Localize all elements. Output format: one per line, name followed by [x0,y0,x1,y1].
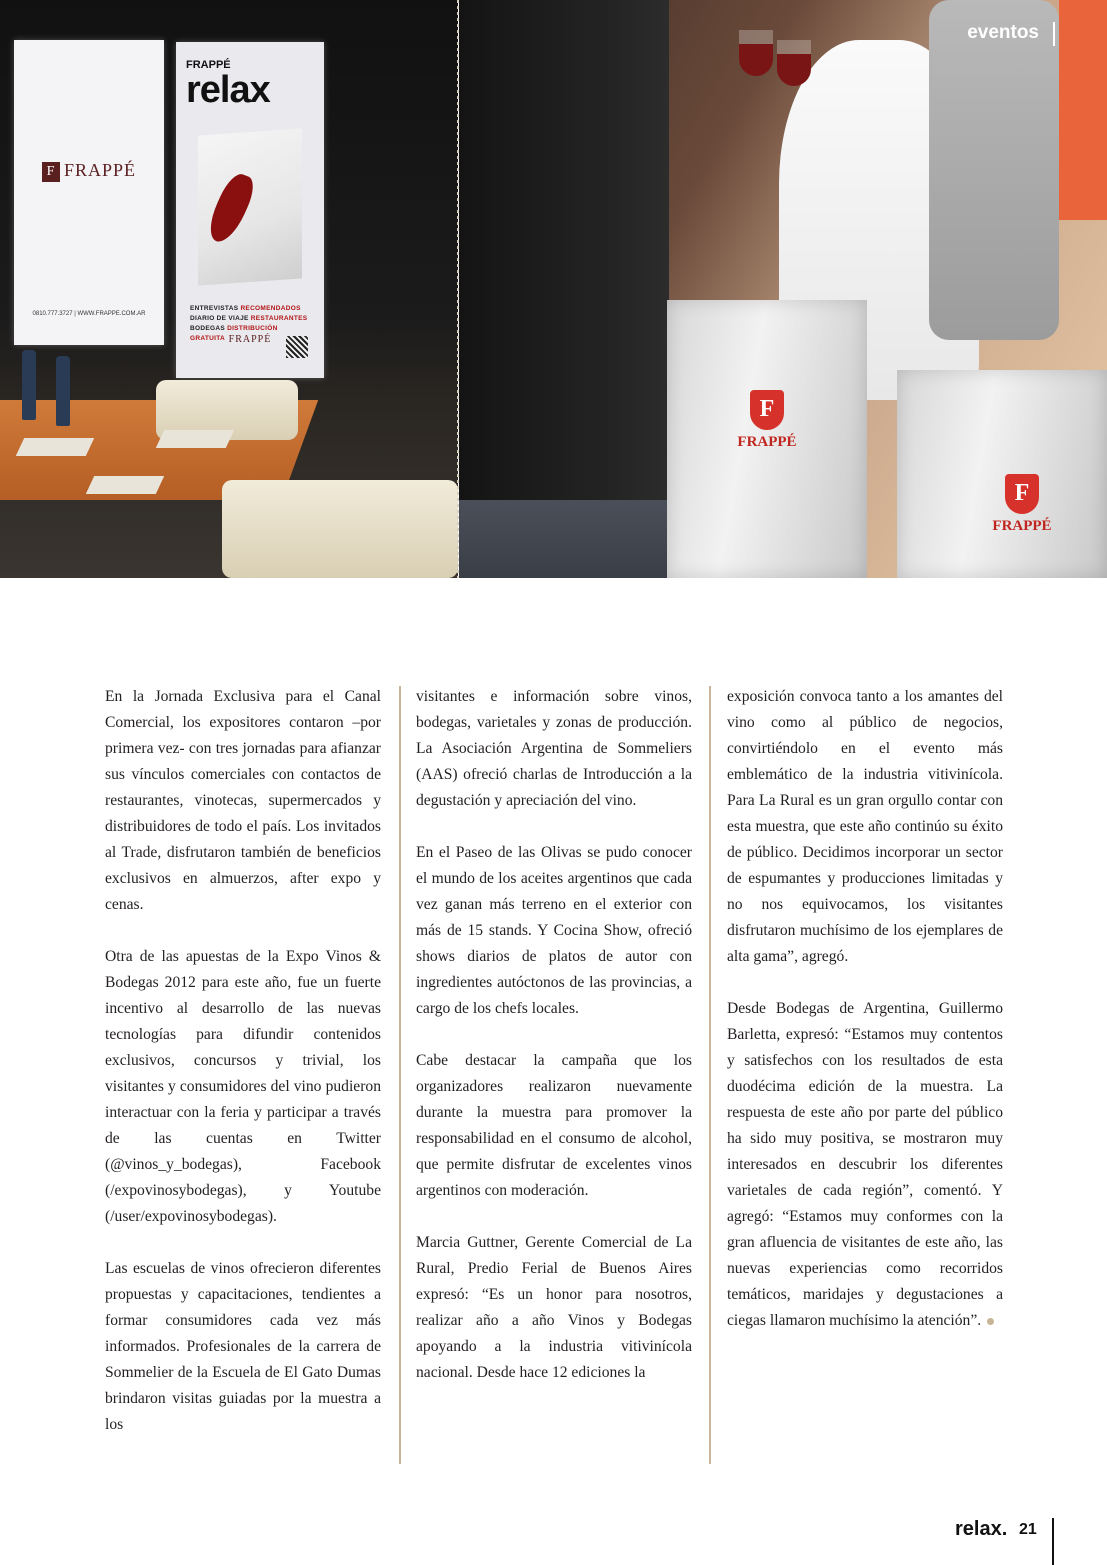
relax-logo: FRAPPÉ relax [186,59,270,111]
column-divider [709,686,711,1464]
magazine-cover-image [198,128,302,285]
background-visitor [1059,0,1107,220]
magazine-stack [86,476,164,494]
footer-divider [1052,1518,1054,1565]
article-column-3 [727,684,1003,1360]
paragraph: En la Jornada Exclusiva para el Canal Comercial, los expositores contaron –por primera vez- con tres jornadas para afianzar sus vínculos comerciales con contactos de restaurantes, vinotecas, supermercados y distribuidores de todo el país. Los invitados al Trade, disfrutaron también de beneficios exclusivos en almuerzos, after expo y cenas. [105,688,381,913]
banner-url: 0810.777.3727 | WWW.FRAPPE.COM.AR [32,311,146,317]
paragraph: En el Paseo de las Olivas se pudo conocer el mundo de los aceites argentinos que cada vez ganan más terreno en el exterior con más de 15 stands. Y Cocina Show, ofreció shows diarios de platos de autor con ingredientes autóctonos de las provincias, a cargo de los chefs locales. [416,844,692,1017]
photo-divider [457,0,459,578]
banner-footer-logo: FRAPPÉ [228,334,272,345]
frappe-logo: F FRAPPÉ [14,160,164,182]
stand-photo [0,0,458,578]
section-tag-divider [1053,22,1055,46]
visitors-photo [459,0,1107,578]
paragraph-text: Desde Bodegas de Argentina, Guillermo Barletta, expresó: “Estamos muy contentos y satisfechos con los resultados de esta duodécima edición de la muestra. La respuesta de este año por parte del público ha sido muy positiva, se mostraron muy interesados en descubrir los diferentes varietales de cada región”, comentó. Y agregó: “Estamos muy conformes con la gran afluencia de visitantes de este año, las nuevas experiencias como recorridos temáticos, maridajes y degustaciones a ciegas llamaron muchísimo la atención”. [727,1000,1003,1329]
article-column-2 [416,684,692,1412]
frappe-mark-icon: F [42,162,60,182]
magazine-name: relax. [955,1518,1008,1540]
banner-feature-line: ENTREVISTAS RECOMENDADOS [190,305,301,312]
magazine-stack [16,438,94,456]
shopping-bag [897,370,1107,578]
wine-glass-icon [739,30,773,76]
wine-bottle-icon [56,356,70,426]
section-tag: eventos [967,22,1039,43]
column-divider [399,686,401,1464]
paragraph: exposición convoca tanto a los amantes del vino como al público de negocios, convirtiéndolo en el evento más emblemático de la industria vitivinícola. Para La Rural es un gran orgullo contar con esta muestra, que este año continúo su éxito de público. Decidimos incorporar un sector de espumantes y producciones limitadas y no nos equivocamos, los visitantes disfrutaron muchísimo de los ejemplares de alta gama”, agregó. [727,688,1003,965]
paragraph: Marcia Guttner, Gerente Comercial de La Rural, Predio Ferial de Buenos Aires expresó: “Es un honor para nosotros, realizar año a año Vinos y Bodegas apoyando a la industria vitivinícola nacional. Desde hace 12 ediciones la [416,1234,692,1381]
page-number: 21 [1019,1521,1037,1538]
frappe-banner [14,40,164,345]
qr-code-icon [286,336,308,358]
frappe-shield-icon: F [1005,474,1039,514]
article-column-1 [105,684,381,1464]
frappe-shield-icon: F [750,390,784,430]
magazine-stack [156,430,234,448]
visitor-man [459,0,669,578]
visitor-cardigan [929,0,1059,340]
wine-splash-icon [203,170,260,246]
wine-glass-icon [777,40,811,86]
paragraph: Las escuelas de vinos ofrecieron diferentes propuestas y capacitaciones, tendientes a formar consumidores cada vez más informados. Profesionales de la carrera de Sommelier de la Escuela de El Gato Dumas brindaron visitas guiadas por la muestra a los [105,1260,381,1433]
end-of-article-icon [987,1318,994,1325]
visitor-jeans [459,500,669,578]
relax-banner [176,42,324,378]
wine-bottle-icon [22,350,36,420]
paragraph [727,996,1003,1334]
header-photos [0,0,1107,578]
bag-logo: F FRAPPÉ [667,390,867,451]
banner-feature-line: DIARIO DE VIAJE RESTAURANTES [190,315,308,322]
ottoman [222,480,458,578]
bag-logo: F FRAPPÉ [937,474,1107,535]
paragraph: Cabe destacar la campaña que los organizadores realizaron nuevamente durante la muestra para promover la responsabilidad en el consumo de alcohol, que permite disfrutar de excelentes vinos argentinos con moderación. [416,1052,692,1199]
banner-feature-line: BODEGAS DISTRIBUCIÓN GRATUITA [190,325,278,342]
shopping-bag [667,300,867,578]
paragraph: visitantes e información sobre vinos, bodegas, varietales y zonas de producción. La Asociación Argentina de Sommeliers (AAS) ofreció charlas de Introducción a la degustación y apreciación del vino. [416,688,692,809]
paragraph: Otra de las apuestas de la Expo Vinos & Bodegas 2012 para este año, fue un fuerte incentivo al desarrollo de las nuevas tecnologías para difundir contenidos exclusivos, concursos y trivial, los visitantes y consumidores del vino pudieron interactuar con la feria y participar a través de las cuentas en Twitter (@vinos_y_bodegas), Facebook (/expovinosybodegas), y Youtube (/user/expovinosybodegas). [105,948,381,1225]
